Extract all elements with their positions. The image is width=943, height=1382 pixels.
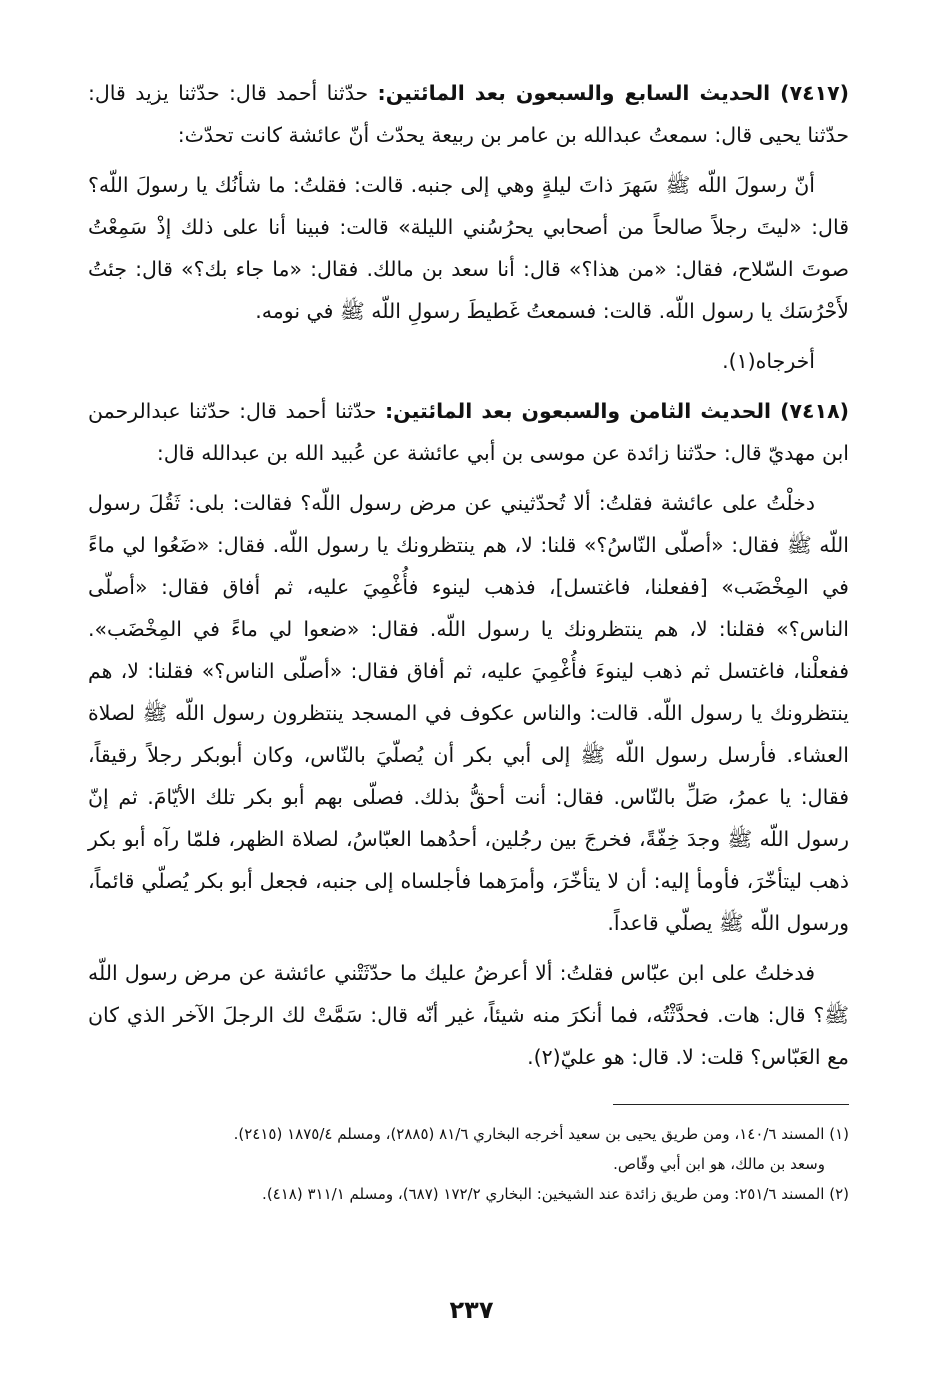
footnotes [88, 1119, 849, 1209]
hadith-7418-heading: (٧٤١٨) الحديث الثامن والسبعون بعد المائتين: [384, 399, 849, 423]
page-number: ٢٣٧ [449, 1296, 494, 1324]
hadith-7417-text: أنّ رسولَ اللّه ﷺ سَهرَ ذاتَ ليلةٍ وهي إلى جنبه. قالت: فقلتُ: ما شأنُك يا رسولَ اللّه؟ قال: «ليتَ رجلاً صالحاً من أصحابي يحرُسُني الليلة» قالت: فبينا أنا على ذلك إذْ سَمِعْتُ صوتَ السّلاح، فقال: «من هذا؟» قال: أنا سعد بن مالك. فقال: «ما جاء بك؟» قال: جئتُ لأَحْرُسَك يا رسول اللّه. قالت: فسمعتُ غَطيطَ رسولِ اللّه ﷺ في نومه. [88, 173, 849, 323]
page-body [88, 72, 849, 1209]
hadith-7417-takhrij: أخرجاه(١). [722, 349, 815, 373]
hadith-7417-isnad: حدّثنا أحمد قال: حدّثنا يزيد قال: حدّثنا يحيى قال: سمعتُ عبدالله بن عامر بن ربيعة يحدّث أنّ عائشة كانت تحدّث: [88, 81, 849, 147]
footnote-1-continued: وسعد بن مالك، هو ابن أبي وقّاص. [613, 1155, 825, 1173]
footnote-divider [613, 1104, 849, 1105]
hadith-7418-intro [88, 390, 849, 474]
hadith-7417-heading: (٧٤١٧) الحديث السابع والسبعون بعد المائتين: [377, 81, 849, 105]
hadith-7418-text-2: فدخلتُ على ابن عبّاس فقلتُ: ألا أعرضُ عليك ما حدّثَتْني عائشة عن مرض رسول اللّه ﷺ؟ قال: هات. فحدَّثْتُه، فما أنكرَ منه شيئاً، غير أنّه قال: سَمَّتْ لك الرجلَ الآخر الذي كان مع العَبّاس؟ قلت: لا. قال: هو عليّ(٢). [88, 961, 849, 1069]
hadith-7417-intro [88, 72, 849, 156]
footnote-2: (٢) المسند ٢٥١/٦: ومن طريق زائدة عند الشيخين: البخاري ١٧٢/٢ (٦٨٧)، ومسلم ٣١١/١ (٤١٨). [262, 1185, 849, 1203]
footnote-1: (١) المسند ١٤٠/٦، ومن طريق يحيى بن سعيد أخرجه البخاري ٨١/٦ (٢٨٨٥)، ومسلم ١٨٧٥/٤ (٢٤١٥). [233, 1125, 849, 1143]
hadith-7418-isnad: حدّثنا أحمد قال: حدّثنا عبدالرحمن ابن مهديّ قال: حدّثنا زائدة عن موسى بن أبي عائشة عن عُبيد الله بن عبدالله قال: [88, 399, 849, 465]
hadith-7418-text-1: دخلْتُ على عائشة فقلتُ: ألا تُحدّثيني عن مرض رسول اللّه؟ فقالت: بلى: ثَقُلَ رسول اللّه ﷺ فقال: «أصلّى النّاسُ؟» قلنا: لا، هم ينتظرونك يا رسول اللّه. فقال: «ضَعُوا لي ماءً في المِخْضَب» [ففعلنا، فاغتسل]، فذهب لينوء فأُغْمِيَ عليه، ثم أفاق فقال: «أصلّى الناس؟» فقلنا: لا، هم ينتظرونك يا رسول اللّه. فقال: «ضعوا لي ماءً في المِخْضَب». ففعلْنا، فاغتسل ثم ذهب لينوءَ فأُغْمِيَ عليه، ثم أفاق فقال: «أصلّى الناس؟» فقلنا: لا، هم ينتظرونك يا رسول اللّه. قالت: والناس عكوف في المسجد ينتظرون رسول اللّه ﷺ لصلاة العشاء. فأرسل رسول اللّه ﷺ إلى أبي بكر أن يُصلّيَ بالنّاس، وكان أبوبكر رجلاً رقيقاً، فقال: يا عمرُ، صَلِّ بالنّاس. فقال: أنت أحقُّ بذلك. فصلّى بهم أبو بكر تلك الأيّامَ. ثم إنّ رسول اللّه ﷺ وجدَ خِفّةً، فخرجَ بين رجُلين، أحدُهما العبّاسُ، لصلاة الظهر، فلمّا رآه أبو بكر ذهب ليتأخّرَ، فأومأ إليه: أن لا يتأخّرَ، وأمرَهما فأجلساه إلى جنبه، فجعل أبو بكر يُصلّي قائماً، ورسول اللّه ﷺ يصلّي قاعداً. [88, 491, 849, 935]
